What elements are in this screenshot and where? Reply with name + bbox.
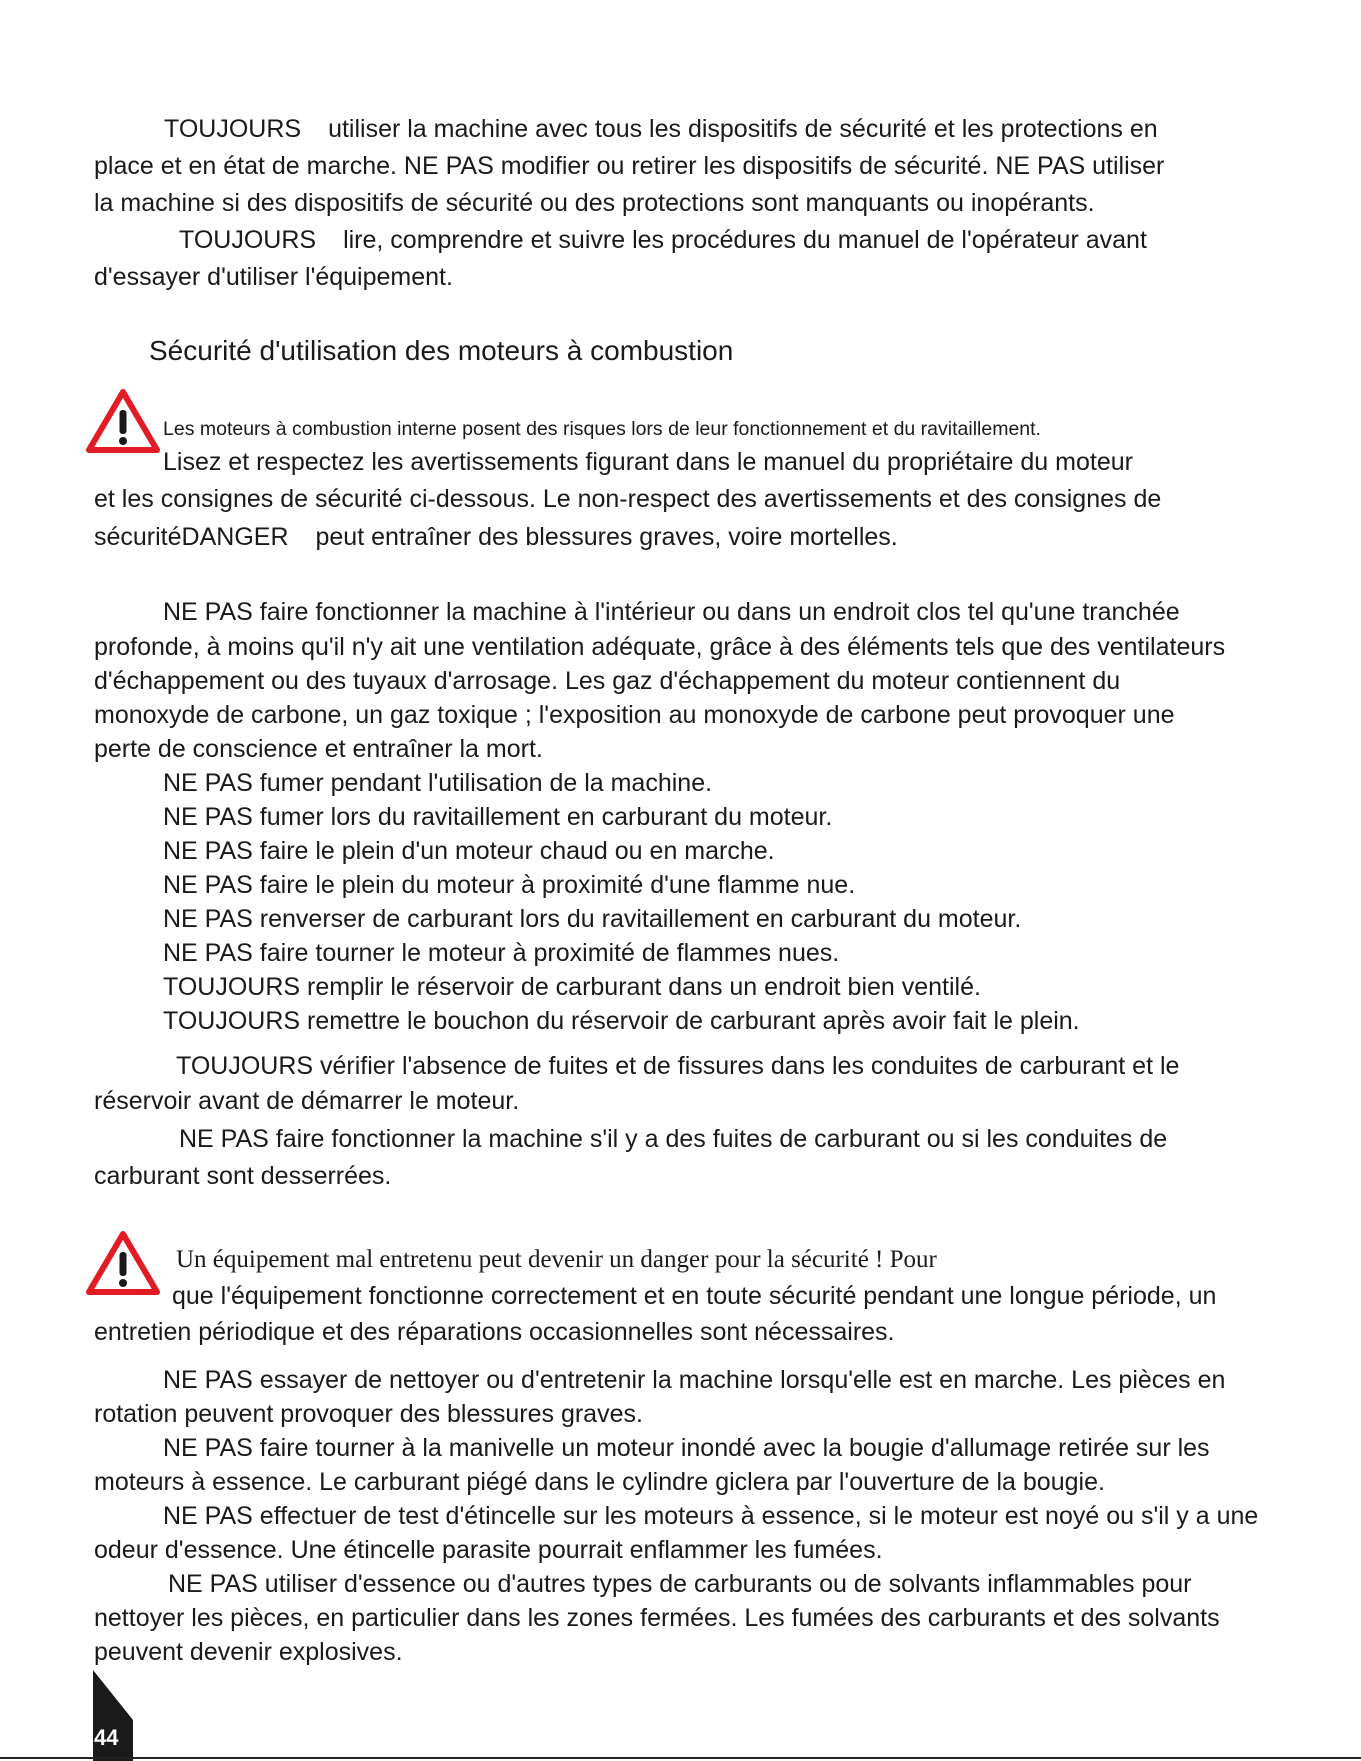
paragraph-line: perte de conscience et entraîner la mort. [94, 735, 543, 763]
paragraph-line: profonde, à moins qu'il n'y ait une ventilation adéquate, grâce à des éléments tels que des ventilateurs [94, 633, 1226, 661]
paragraph-line: TOUJOURS lire, comprendre et suivre les procédures du manuel de l'opérateur avant [179, 226, 1147, 254]
paragraph-line: odeur d'essence. Une étincelle parasite pourrait enflammer les fumées. [94, 1536, 883, 1564]
list-item: TOUJOURS remplir le réservoir de carburant dans un endroit bien ventilé. [163, 973, 981, 1001]
paragraph-line: rotation peuvent provoquer des blessures graves. [94, 1400, 643, 1428]
warning-triangle-icon [84, 388, 162, 456]
list-item: NE PAS faire tourner le moteur à proximité de flammes nues. [163, 939, 840, 967]
paragraph-line: réservoir avant de démarrer le moteur. [94, 1087, 520, 1115]
paragraph-line: TOUJOURS vérifier l'absence de fuites et de fissures dans les conduites de carburant et le [176, 1052, 1180, 1080]
warning-lead-text: Les moteurs à combustion interne posent des risques lors de leur fonctionnement et du ravitaillement. [163, 418, 1041, 440]
paragraph-line: peuvent devenir explosives. [94, 1638, 403, 1666]
paragraph-line: NE PAS faire tourner à la manivelle un moteur inondé avec la bougie d'allumage retirée sur les [163, 1434, 1210, 1462]
paragraph-line: NE PAS faire fonctionner la machine à l'intérieur ou dans un endroit clos tel qu'une tranchée [163, 598, 1180, 626]
list-item: NE PAS fumer lors du ravitaillement en carburant du moteur. [163, 803, 833, 831]
paragraph-line: TOUJOURS utiliser la machine avec tous les dispositifs de sécurité et les protections en [164, 115, 1158, 143]
list-item: TOUJOURS remettre le bouchon du réservoir de carburant après avoir fait le plein. [163, 1007, 1080, 1035]
paragraph-line: sécuritéDANGER peut entraîner des blessures graves, voire mortelles. [94, 523, 898, 551]
warning-triangle-icon [84, 1230, 162, 1298]
paragraph-line: nettoyer les pièces, en particulier dans les zones fermées. Les fumées des carburants et des solvants [94, 1604, 1220, 1632]
warning-lead-text: Un équipement mal entretenu peut devenir un danger pour la sécurité ! Pour [176, 1246, 937, 1273]
paragraph-line: que l'équipement fonctionne correctement et en toute sécurité pendant une longue période, un [172, 1282, 1217, 1310]
list-item: NE PAS faire le plein du moteur à proximité d'une flamme nue. [163, 871, 856, 899]
bottom-rule [0, 1757, 1361, 1759]
paragraph-line: la machine si des dispositifs de sécurité ou des protections sont manquants ou inopérants. [94, 189, 1095, 217]
paragraph-line: NE PAS utiliser d'essence ou d'autres types de carburants ou de solvants inflammables pour [168, 1570, 1192, 1598]
list-item: NE PAS faire le plein d'un moteur chaud ou en marche. [163, 837, 775, 865]
paragraph-line: moteurs à essence. Le carburant piégé dans le cylindre giclera par l'ouverture de la bougie. [94, 1468, 1105, 1496]
paragraph-line: NE PAS essayer de nettoyer ou d'entretenir la machine lorsqu'elle est en marche. Les pièces en [163, 1366, 1226, 1394]
paragraph-line: Lisez et respectez les avertissements figurant dans le manuel du propriétaire du moteur [163, 448, 1133, 476]
paragraph-line: NE PAS faire fonctionner la machine s'il y a des fuites de carburant ou si les conduites de [179, 1125, 1168, 1153]
paragraph-line: monoxyde de carbone, un gaz toxique ; l'exposition au monoxyde de carbone peut provoquer une [94, 701, 1175, 729]
paragraph-line: d'essayer d'utiliser l'équipement. [94, 263, 453, 291]
paragraph-line: entretien périodique et des réparations occasionnelles sont nécessaires. [94, 1318, 895, 1346]
list-item: NE PAS fumer pendant l'utilisation de la machine. [163, 769, 713, 797]
paragraph-line: place et en état de marche. NE PAS modifier ou retirer les dispositifs de sécurité. NE PAS utiliser [94, 152, 1165, 180]
section-heading: Sécurité d'utilisation des moteurs à combustion [149, 335, 734, 366]
paragraph-line: et les consignes de sécurité ci-dessous. Le non-respect des avertissements et des consignes de [94, 485, 1162, 513]
page-number: 44 [94, 1725, 119, 1750]
paragraph-line: d'échappement ou des tuyaux d'arrosage. Les gaz d'échappement du moteur contiennent du [94, 667, 1121, 695]
list-item: NE PAS renverser de carburant lors du ravitaillement en carburant du moteur. [163, 905, 1022, 933]
paragraph-line: NE PAS effectuer de test d'étincelle sur les moteurs à essence, si le moteur est noyé ou s'il y a une [163, 1502, 1259, 1530]
paragraph-line: carburant sont desserrées. [94, 1162, 392, 1190]
